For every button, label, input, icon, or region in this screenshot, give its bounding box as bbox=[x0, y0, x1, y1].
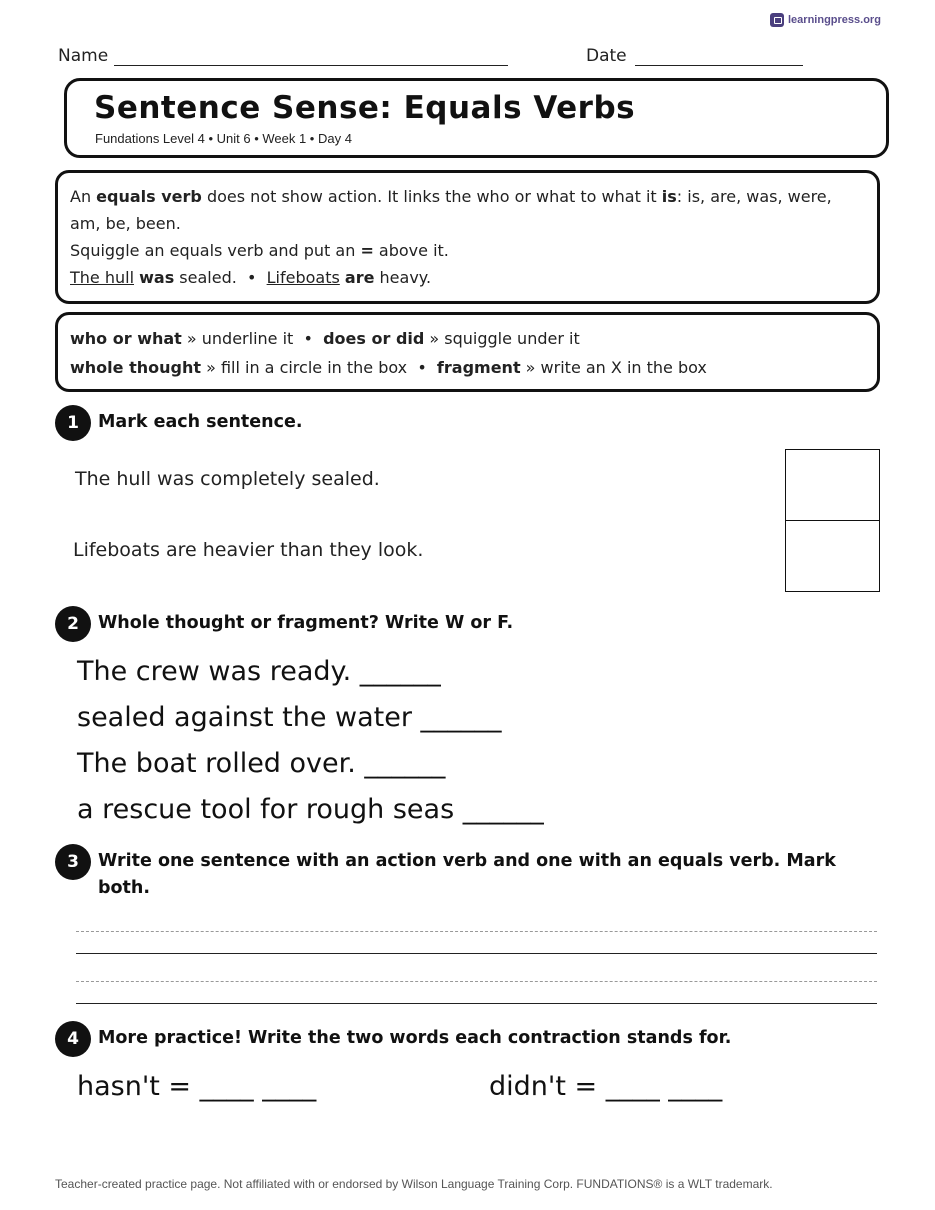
contraction-item: hasn't = ____ ____ bbox=[77, 1071, 317, 1102]
info-instruction: Squiggle an equals verb and put an = above it. bbox=[70, 241, 449, 260]
fragment-item: sealed against the water ______ bbox=[77, 702, 502, 733]
section-3-heading bbox=[55, 844, 875, 902]
section-1-heading bbox=[55, 405, 303, 441]
fragment-item: a rescue tool for rough seas ______ bbox=[77, 794, 544, 825]
brand-text: learningpress.org bbox=[788, 14, 881, 26]
name-date-row bbox=[58, 46, 818, 72]
info-definition: An equals verb does not show action. It links the who or what to what it is: is, are, was, were, am, be, been. bbox=[70, 187, 832, 233]
section-number: 1 bbox=[55, 405, 91, 441]
fragment-item: The crew was ready. ______ bbox=[77, 656, 441, 687]
writing-midline bbox=[76, 931, 877, 932]
writing-midline bbox=[76, 981, 877, 982]
footer-disclaimer: Teacher-created practice page. Not affiliated with or endorsed by Wilson Language Training Corp. FUNDATIONS® is a WLT trademark. bbox=[55, 1177, 773, 1191]
section-title: Mark each sentence. bbox=[98, 412, 303, 432]
brand-logo bbox=[770, 13, 881, 27]
page-title: Sentence Sense: Equals Verbs bbox=[94, 90, 636, 126]
info-box bbox=[55, 170, 880, 304]
writing-line[interactable] bbox=[76, 953, 877, 954]
writing-line[interactable] bbox=[76, 1003, 877, 1004]
page-subtitle: Fundations Level 4 • Unit 6 • Week 1 • Day 4 bbox=[95, 131, 352, 146]
section-title: Write one sentence with an action verb and one with an equals verb. Mark both. bbox=[98, 851, 836, 898]
section-title: Whole thought or fragment? Write W or F. bbox=[98, 613, 514, 633]
name-label: Name bbox=[58, 46, 109, 66]
name-line[interactable] bbox=[114, 65, 508, 66]
sentence: The hull was completely sealed. bbox=[75, 468, 380, 490]
contraction-item: didn't = ____ ____ bbox=[489, 1071, 723, 1102]
key-line-1: who or what » underline it • does or did » squiggle under it bbox=[70, 329, 580, 348]
title-box bbox=[64, 78, 889, 158]
section-2-heading bbox=[55, 606, 513, 642]
section-number: 2 bbox=[55, 606, 91, 642]
section-title: More practice! Write the two words each contraction stands for. bbox=[98, 1028, 732, 1048]
key-line-2: whole thought » fill in a circle in the box • fragment » write an X in the box bbox=[70, 358, 707, 377]
book-icon bbox=[770, 13, 784, 27]
date-line[interactable] bbox=[635, 65, 803, 66]
date-label: Date bbox=[586, 46, 627, 66]
answer-box-divider bbox=[786, 520, 879, 521]
key-box bbox=[55, 312, 880, 392]
section-number: 4 bbox=[55, 1021, 91, 1057]
fragment-item: The boat rolled over. ______ bbox=[77, 748, 446, 779]
section-number: 3 bbox=[55, 844, 91, 880]
info-examples: The hull was sealed. • Lifeboats are heavy. bbox=[70, 268, 432, 287]
sentence: Lifeboats are heavier than they look. bbox=[73, 539, 424, 561]
section-4-heading bbox=[55, 1021, 731, 1057]
answer-boxes[interactable] bbox=[785, 449, 880, 592]
